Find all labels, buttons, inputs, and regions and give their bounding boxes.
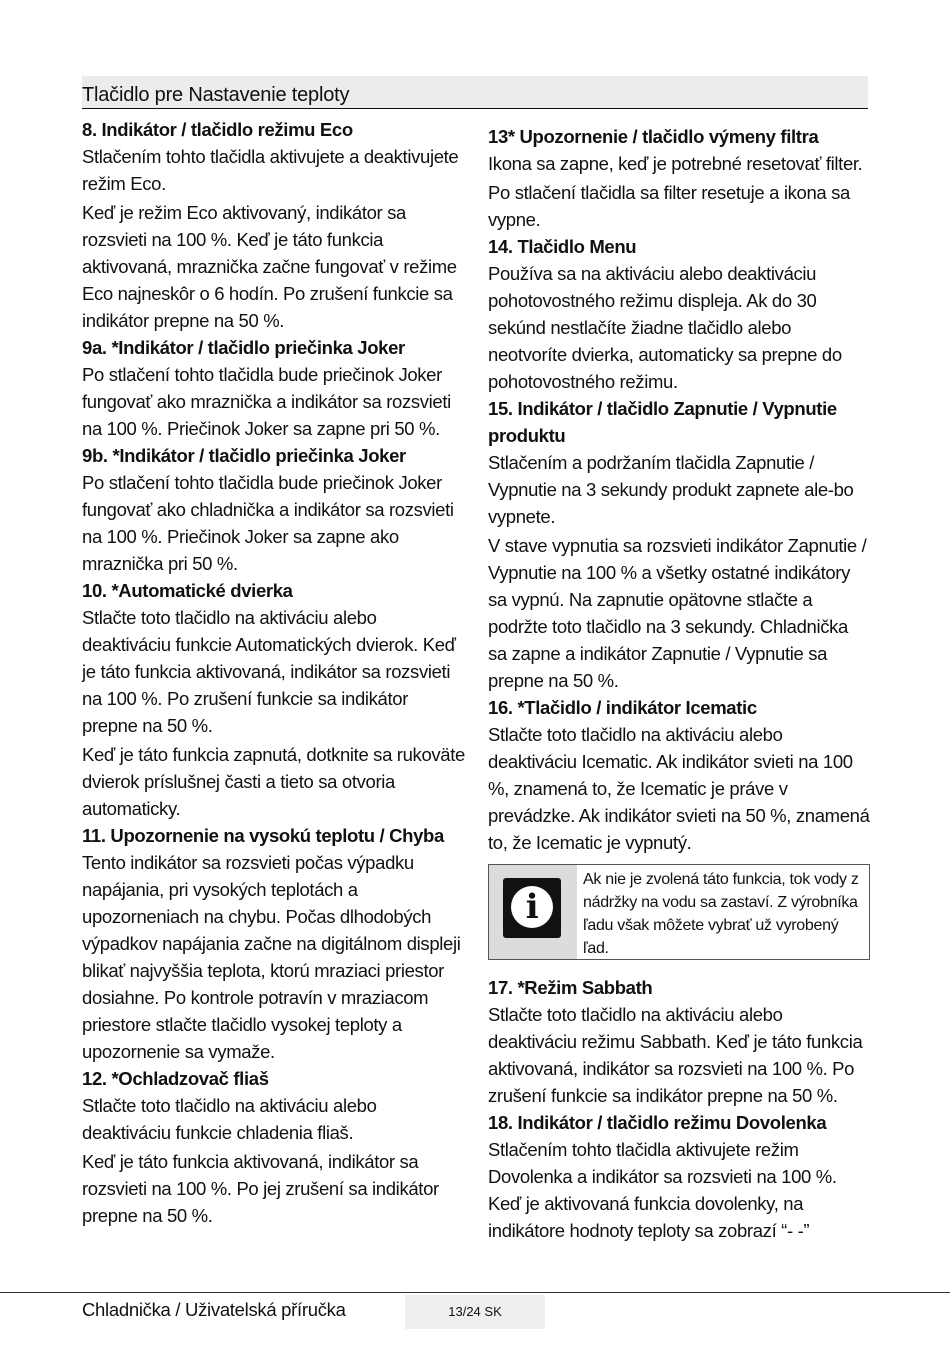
info-icon <box>503 878 561 938</box>
paragraph: Keď je režim Eco aktivovaný, indikátor sa rozsvieti na 100 %. Keď je táto funkcia aktivovaná, mraznička začne fungovať v režime Eco najneskôr o 6 hodín. Po zrušení funkcie sa indikátor prepne na 50 %. <box>82 202 457 331</box>
paragraph: Tento indikátor sa rozsvieti počas výpadku napájania, pri vysokých teplotách a upozorneniach na chybu. Počas dlhodobých výpadkov napájania začne na digitálnom displeji blikať najvyššia teplota, ktorú mraziaci priestor dosiahne. Po kontrole potravín v mraziacom priestore stlačte tlačidlo vysokej teploty a upozornenie sa vymaže. <box>82 852 461 1062</box>
info-icon-background <box>489 865 577 959</box>
paragraph: Po stlačení tohto tlačidla bude priečinok Joker fungovať ako mraznička a indikátor sa rozsvieti na 100 %. Priečinok Joker sa zapne pri 50 %. <box>82 364 451 439</box>
info-note-text: Ak nie je zvolená táto funkcia, tok vody z nádržky na vodu sa zastaví. Z výrobníka ľadu však môžete vybrať už vyrobený ľad. <box>583 871 859 957</box>
footer-divider <box>0 1292 950 1293</box>
section-title: 15. Indikátor / tlačidlo Zapnutie / Vypnutie produktu <box>488 398 837 446</box>
paragraph: Keď je táto funkcia zapnutá, dotknite sa rukoväte dvierok príslušnej časti a tieto sa otvoria automaticky. <box>82 744 465 819</box>
paragraph: V stave vypnutia sa rozsvieti indikátor Zapnutie / Vypnutie na 100 % a všetky ostatné indikátory sa vypnú. Na zapnutie opätovne stlačte a podržte toto tlačidlo na 3 sekundy. Chladnička sa zapne a indikátor Zapnutie / Vypnutie sa prepne na 50 %. <box>488 535 867 691</box>
paragraph: Používa sa na aktiváciu alebo deaktiváciu pohotovostného režimu displeja. Ak do 30 sekúnd nestlačíte žiadne tlačidlo alebo neotvoríte dvierka, automaticky sa prepne do pohotovostného režimu. <box>488 263 842 392</box>
section-title: 8. Indikátor / tlačidlo režimu Eco <box>82 119 353 140</box>
paragraph: Keď je táto funkcia aktivovaná, indikátor sa rozsvieti na 100 %. Po jej zrušení sa indikátor prepne na 50 %. <box>82 1151 439 1226</box>
section-joker-fridge <box>82 442 468 577</box>
section-high-temp-alarm <box>82 822 468 1065</box>
section-header <box>82 76 868 109</box>
paragraph: Po stlačení tohto tlačidla bude priečinok Joker fungovať ako chladnička a indikátor sa rozsvieti na 100 %. Priečinok Joker sa zapne ako mraznička pri 50 %. <box>82 472 454 574</box>
paragraph: Stlačením tohto tlačidla aktivujete a deaktivujete režim Eco. <box>82 146 459 194</box>
paragraph: Stlačte toto tlačidlo na aktiváciu alebo deaktiváciu režimu Sabbath. Keď je táto funkcia aktivovaná, indikátor sa rozsvieti na 100 %. Po zrušení funkcie sa indikátor prepne na 50 %. <box>488 1004 863 1106</box>
section-title: 16. *Tlačidlo / indikátor Icematic <box>488 697 757 718</box>
section-power <box>488 395 870 694</box>
paragraph: Stlačte toto tlačidlo na aktiváciu alebo deaktiváciu funkcie chladenia fliaš. <box>82 1095 377 1143</box>
section-title: 18. Indikátor / tlačidlo režimu Dovolenka <box>488 1112 827 1133</box>
section-auto-door <box>82 577 468 822</box>
paragraph: Stlačením tohto tlačidla aktivujete režim Dovolenka a indikátor sa rozsvieti na 100 %. Keď je aktivovaná funkcia dovolenky, na indikátore hodnoty teploty sa zobrazí “- -” <box>488 1139 837 1241</box>
left-column <box>82 116 468 1229</box>
section-title: 17. *Režim Sabbath <box>488 977 653 998</box>
paragraph: Stlačte toto tlačidlo na aktiváciu alebo deaktiváciu funkcie Automatických dvierok. Keď je táto funkcia aktivovaná, indikátor sa rozsvieti na 100 %. Po zrušení funkcie sa indikátor prepne na 50 %. <box>82 607 456 736</box>
section-title: 10. *Automatické dvierka <box>82 580 293 601</box>
section-sabbath <box>488 974 870 1109</box>
section-icematic <box>488 694 870 856</box>
section-bottle-cooler <box>82 1065 468 1229</box>
section-title: 9b. *Indikátor / tlačidlo priečinka Joker <box>82 445 406 466</box>
paragraph: Stlačte toto tlačidlo na aktiváciu alebo deaktiváciu Icematic. Ak indikátor svieti na 100 %, znamená to, že Icematic je práve v prevádzke. Ak indikátor svieti na 50 %, znamená to, že Icematic je vypnutý. <box>488 724 870 853</box>
info-icon-glyph: i <box>525 887 539 927</box>
footer-page-number: 13/24 SK <box>405 1295 545 1329</box>
section-title: 14. Tlačidlo Menu <box>488 236 637 257</box>
section-title: 9a. *Indikátor / tlačidlo priečinka Joker <box>82 337 405 358</box>
section-vacation <box>488 1109 870 1244</box>
section-title: 11. Upozornenie na vysokú teplotu / Chyba <box>82 825 444 846</box>
right-column <box>488 123 870 1244</box>
info-note <box>488 864 870 960</box>
paragraph: Po stlačení tlačidla sa filter resetuje a ikona sa vypne. <box>488 182 850 230</box>
section-eco <box>82 116 468 334</box>
section-menu <box>488 233 870 395</box>
paragraph: Stlačením a podržaním tlačidla Zapnutie / Vypnutie na 3 sekundy produkt zapnete ale-bo vypnete. <box>488 452 854 527</box>
section-title: 12. *Ochladzovač fliaš <box>82 1068 269 1089</box>
section-joker-freezer <box>82 334 468 442</box>
section-filter <box>488 123 870 233</box>
paragraph: Ikona sa zapne, keď je potrebné resetovať filter. <box>488 153 863 174</box>
section-title: 13* Upozornenie / tlačidlo výmeny filtra <box>488 126 819 147</box>
footer-manual-title: Chladnička / Uživatelská příručka <box>82 1299 346 1320</box>
page-title: Tlačidlo pre Nastavenie teploty <box>82 84 350 106</box>
